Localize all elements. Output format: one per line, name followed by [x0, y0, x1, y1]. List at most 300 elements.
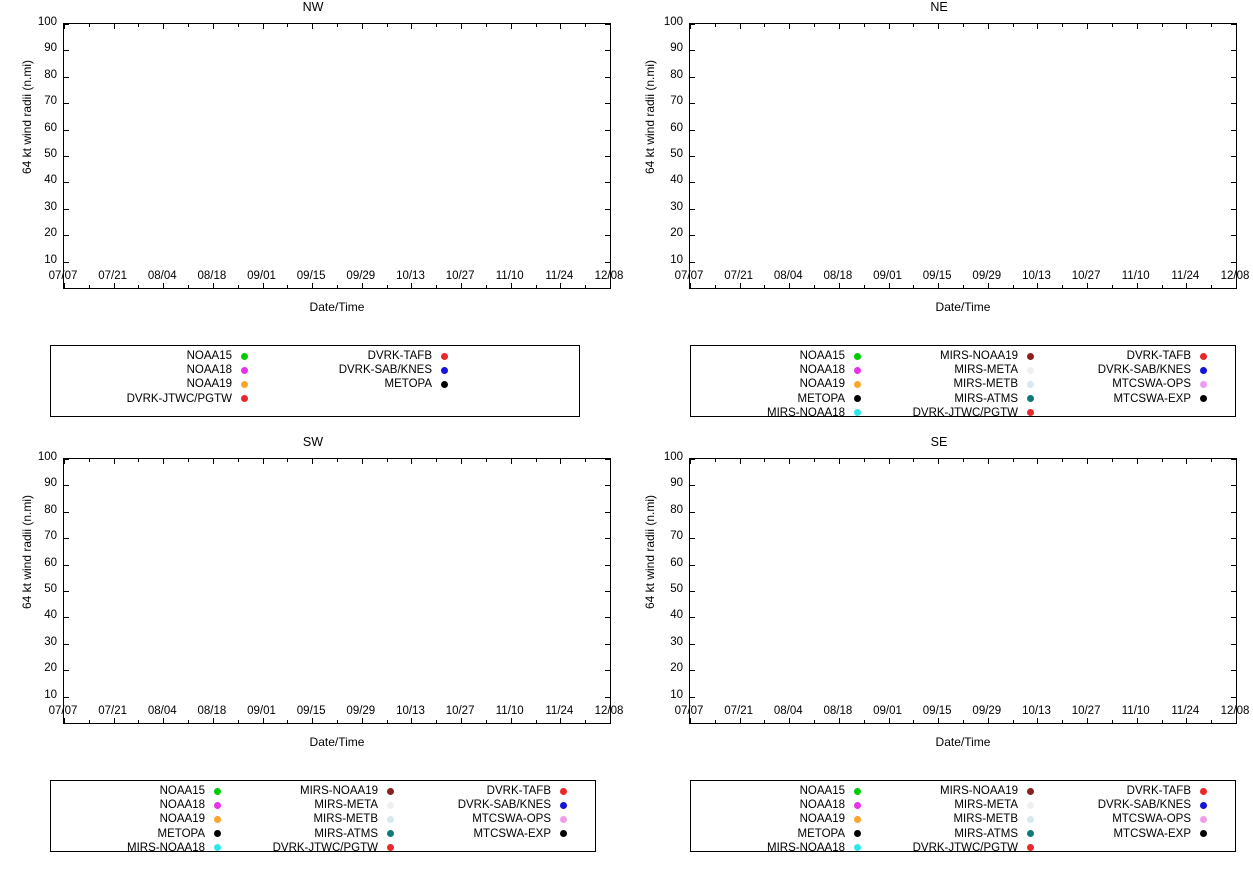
x-tick-label: 11/24	[545, 705, 574, 717]
y-tick	[605, 182, 611, 183]
y-tick	[689, 130, 695, 131]
legend-marker-icon	[560, 830, 567, 837]
x-tick-minor	[188, 720, 189, 724]
y-tick-label: 30	[44, 635, 57, 648]
x-tick	[511, 23, 512, 29]
x-tick-minor	[1211, 23, 1212, 27]
x-tick	[789, 718, 790, 724]
y-tick	[689, 565, 695, 566]
x-tick-label: 09/29	[972, 705, 1002, 717]
legend-marker-icon	[214, 844, 221, 851]
x-tick-label: 07/07	[674, 270, 704, 282]
x-tick	[1186, 283, 1187, 289]
x-tick-minor	[814, 285, 815, 289]
y-tick	[605, 262, 611, 263]
legend-marker-icon	[1200, 802, 1207, 809]
x-tick-minor	[387, 720, 388, 724]
legend-entry	[230, 827, 403, 841]
x-tick-minor	[436, 458, 437, 462]
legend-marker-icon	[441, 381, 448, 388]
legend-marker-icon	[1027, 353, 1034, 360]
y-tick	[63, 235, 69, 236]
x-tick-label: 12/08	[1220, 705, 1250, 717]
x-tick-minor	[188, 285, 189, 289]
legend-label: MIRS-META	[954, 799, 1018, 812]
x-tick-label: 07/21	[724, 705, 754, 717]
x-tick-minor	[1162, 285, 1163, 289]
legend-label: MTCSWA-EXP	[473, 827, 551, 840]
legend-marker-icon	[387, 802, 394, 809]
legend-marker-icon	[560, 788, 567, 795]
legend-entry	[1043, 392, 1216, 406]
y-tick	[689, 591, 695, 592]
x-tick-minor	[963, 23, 964, 27]
x-tick	[411, 23, 412, 29]
x-tick	[740, 23, 741, 29]
y-tick	[63, 262, 69, 263]
y-tick	[63, 512, 69, 513]
x-tick-label: 08/04	[773, 270, 803, 282]
y-tick	[1231, 156, 1237, 157]
x-tick	[889, 718, 890, 724]
legend-label: NOAA18	[799, 364, 845, 377]
y-tick	[605, 485, 611, 486]
legend-marker-icon	[1027, 830, 1034, 837]
legend-entry	[57, 784, 230, 798]
legend-marker-icon	[214, 788, 221, 795]
x-tick	[64, 718, 65, 724]
y-tick-label: 80	[670, 503, 683, 516]
x-tick-minor	[486, 458, 487, 462]
x-tick-minor	[138, 720, 139, 724]
y-tick	[1231, 50, 1237, 51]
x-tick	[64, 283, 65, 289]
x-tick-label: 10/27	[445, 270, 475, 282]
x-tick-label: 11/24	[1171, 270, 1200, 282]
y-tick-label: 40	[44, 174, 57, 187]
legend-label: NOAA19	[799, 378, 845, 391]
legend-entry	[1043, 349, 1216, 363]
legend-entry	[697, 798, 870, 812]
y-tick-label: 70	[670, 95, 683, 108]
legend-entry	[870, 406, 1043, 420]
y-tick	[689, 538, 695, 539]
y-tick-label: 100	[37, 451, 57, 463]
y-tick-label: 90	[44, 42, 57, 55]
legend-marker-icon	[1027, 788, 1034, 795]
x-tick	[1087, 23, 1088, 29]
y-tick	[1231, 644, 1237, 645]
y-tick	[605, 591, 611, 592]
legend-entry	[1043, 827, 1216, 841]
legend-label: MIRS-METB	[313, 813, 378, 826]
x-tick-minor	[1013, 285, 1014, 289]
legend-marker-icon	[214, 830, 221, 837]
legend-marker-icon	[214, 802, 221, 809]
x-tick-label: 09/15	[296, 705, 326, 717]
legend-marker-icon	[854, 367, 861, 374]
y-tick	[689, 512, 695, 513]
legend-marker-icon	[241, 367, 248, 374]
x-tick-minor	[963, 285, 964, 289]
legend-marker-icon	[1200, 395, 1207, 402]
x-tick-minor	[963, 458, 964, 462]
y-tick	[605, 103, 611, 104]
x-tick	[560, 718, 561, 724]
x-tick	[839, 718, 840, 724]
y-tick	[1231, 538, 1237, 539]
x-tick-minor	[864, 23, 865, 27]
legend-label: METOPA	[384, 378, 432, 391]
x-tick-minor	[814, 23, 815, 27]
legend-marker-icon	[1200, 816, 1207, 823]
x-tick-minor	[436, 720, 437, 724]
y-tick-label: 30	[670, 200, 683, 213]
x-tick-minor	[585, 23, 586, 27]
x-tick-minor	[764, 458, 765, 462]
legend-label: MTCSWA-OPS	[1112, 378, 1191, 391]
x-tick-label: 11/10	[1121, 705, 1150, 717]
legend-marker-icon	[1200, 367, 1207, 374]
x-tick	[263, 23, 264, 29]
x-tick	[362, 23, 363, 29]
y-tick	[63, 77, 69, 78]
y-tick	[63, 697, 69, 698]
x-tick	[1137, 458, 1138, 464]
x-tick-minor	[715, 720, 716, 724]
y-tick	[63, 50, 69, 51]
x-tick-label: 10/27	[1071, 270, 1101, 282]
legend-marker-icon	[1027, 367, 1034, 374]
x-tick	[114, 283, 115, 289]
x-tick-label: 09/01	[247, 705, 276, 717]
legend-marker-icon	[560, 816, 567, 823]
y-tick	[63, 485, 69, 486]
x-tick-label: 07/21	[98, 270, 128, 282]
x-tick-label: 07/07	[48, 705, 78, 717]
legend-entry	[403, 784, 576, 798]
legend-marker-icon	[854, 802, 861, 809]
legend-label: DVRK-SAB/KNES	[1097, 799, 1191, 812]
legend-marker-icon	[241, 381, 248, 388]
x-tick-minor	[585, 720, 586, 724]
legend-marker-icon	[387, 816, 394, 823]
legend-entry	[230, 784, 403, 798]
y-tick	[689, 459, 695, 460]
legend-entry	[1043, 812, 1216, 826]
y-tick-label: 80	[44, 503, 57, 516]
y-tick-label: 50	[44, 148, 57, 160]
legend-nw	[50, 345, 580, 417]
y-tick	[605, 644, 611, 645]
x-tick-label: 07/21	[98, 705, 128, 717]
legend-marker-icon	[560, 802, 567, 809]
x-tick-label: 07/07	[48, 270, 78, 282]
y-tick-label: 10	[44, 688, 57, 701]
y-tick	[689, 644, 695, 645]
x-tick-minor	[337, 23, 338, 27]
x-tick	[411, 283, 412, 289]
y-tick	[1231, 235, 1237, 236]
y-tick	[63, 24, 69, 25]
x-tick-label: 10/13	[1022, 270, 1051, 282]
x-tick-label: 09/15	[922, 270, 952, 282]
x-tick	[411, 718, 412, 724]
y-tick-label: 60	[44, 121, 57, 134]
legend-marker-icon	[214, 816, 221, 823]
legend-marker-icon	[1027, 409, 1034, 416]
x-tick-minor	[337, 458, 338, 462]
x-tick	[461, 283, 462, 289]
legend-label: DVRK-SAB/KNES	[1097, 364, 1191, 377]
panel-title-nw: NW	[302, 0, 324, 14]
x-tick-minor	[864, 458, 865, 462]
x-tick	[560, 283, 561, 289]
x-tick-label: 07/21	[724, 270, 754, 282]
legend-entry	[697, 812, 870, 826]
x-tick-minor	[337, 285, 338, 289]
legend-entry	[870, 827, 1043, 841]
x-tick-label: 10/27	[445, 705, 475, 717]
legend-entry	[57, 377, 257, 391]
x-tick-label: 09/29	[346, 705, 376, 717]
legend-label: MIRS-METB	[953, 813, 1018, 826]
x-tick	[1186, 23, 1187, 29]
legend-marker-icon	[1027, 802, 1034, 809]
x-tick	[740, 458, 741, 464]
legend-marker-icon	[241, 353, 248, 360]
x-tick-minor	[1162, 720, 1163, 724]
x-tick-minor	[536, 458, 537, 462]
x-tick-label: 09/01	[247, 270, 276, 282]
panel-se	[626, 435, 1252, 870]
legend-entry	[257, 363, 457, 377]
y-tick-label: 50	[44, 583, 57, 595]
x-tick-minor	[1013, 720, 1014, 724]
panel-title-se: SE	[930, 435, 948, 449]
legend-label: NOAA18	[159, 799, 205, 812]
legend-label: MTCSWA-OPS	[472, 813, 551, 826]
legend-marker-icon	[1200, 381, 1207, 388]
legend-label: NOAA15	[799, 785, 845, 797]
y-tick-label: 90	[670, 42, 683, 55]
legend-label: MIRS-ATMS	[954, 392, 1018, 405]
x-tick-minor	[913, 285, 914, 289]
x-tick-minor	[1013, 458, 1014, 462]
x-tick	[1186, 458, 1187, 464]
y-tick-label: 40	[670, 174, 683, 187]
legend-marker-icon	[1200, 353, 1207, 360]
x-tick-label: 11/10	[495, 705, 524, 717]
legend-entry	[870, 812, 1043, 826]
y-tick-label: 20	[44, 662, 57, 675]
y-tick-label: 50	[670, 148, 683, 160]
x-tick	[938, 458, 939, 464]
y-tick	[689, 77, 695, 78]
x-tick	[312, 23, 313, 29]
x-tick-minor	[864, 720, 865, 724]
y-tick	[1231, 670, 1237, 671]
legend-label: MIRS-ATMS	[314, 827, 378, 840]
x-tick-label: 07/07	[674, 705, 704, 717]
legend-marker-icon	[854, 816, 861, 823]
legend-label: MIRS-NOAA19	[940, 350, 1018, 362]
x-tick	[1037, 283, 1038, 289]
x-tick-minor	[486, 23, 487, 27]
y-axis-title-ne: 64 kt wind radii (n.mi)	[643, 59, 657, 175]
legend-label: MIRS-META	[314, 799, 378, 812]
x-tick-label: 12/08	[594, 270, 624, 282]
legend-marker-icon	[387, 788, 394, 795]
y-tick-label: 80	[670, 68, 683, 81]
x-tick-label: 11/24	[545, 270, 574, 282]
x-tick	[1037, 458, 1038, 464]
x-tick	[839, 23, 840, 29]
legend-entry	[57, 812, 230, 826]
legend-marker-icon	[1200, 788, 1207, 795]
legend-label: NOAA15	[186, 350, 232, 362]
x-tick-minor	[536, 23, 537, 27]
x-tick	[889, 23, 890, 29]
legend-label: MTCSWA-EXP	[1113, 827, 1191, 840]
y-tick	[605, 209, 611, 210]
x-tick-minor	[138, 23, 139, 27]
y-tick	[605, 24, 611, 25]
legend-label: MIRS-NOAA18	[767, 406, 845, 419]
legend-entry	[403, 812, 576, 826]
x-tick	[263, 283, 264, 289]
x-tick-label: 08/18	[197, 705, 227, 717]
legend-label: NOAA18	[186, 364, 232, 377]
legend-entry	[57, 798, 230, 812]
legend-ne	[690, 345, 1236, 417]
legend-label: DVRK-JTWC/PGTW	[126, 392, 232, 405]
y-tick	[63, 130, 69, 131]
legend-entry	[257, 349, 457, 363]
y-tick	[605, 50, 611, 51]
x-tick	[1037, 718, 1038, 724]
x-tick-label: 08/04	[147, 270, 177, 282]
y-tick	[689, 697, 695, 698]
legend-label: NOAA18	[799, 799, 845, 812]
legend-entry	[697, 841, 870, 855]
x-tick	[511, 718, 512, 724]
x-tick	[988, 458, 989, 464]
legend-label: DVRK-TAFB	[1126, 350, 1191, 362]
x-tick-minor	[1013, 23, 1014, 27]
x-tick	[988, 283, 989, 289]
x-tick	[1037, 23, 1038, 29]
x-tick	[1236, 718, 1237, 724]
y-tick	[605, 459, 611, 460]
x-tick	[114, 23, 115, 29]
x-tick	[312, 458, 313, 464]
y-tick-label: 70	[670, 530, 683, 543]
y-tick	[1231, 697, 1237, 698]
legend-entry	[1043, 377, 1216, 391]
legend-entry	[697, 349, 870, 363]
x-tick-minor	[387, 285, 388, 289]
plot-area-ne	[689, 23, 1237, 289]
x-tick-label: 12/08	[1220, 270, 1250, 282]
y-tick	[1231, 459, 1237, 460]
x-tick	[312, 283, 313, 289]
x-tick-minor	[486, 285, 487, 289]
x-tick-minor	[287, 458, 288, 462]
legend-label: MTCSWA-OPS	[1112, 813, 1191, 826]
y-tick-label: 70	[44, 95, 57, 108]
legend-label: MIRS-NOAA18	[767, 841, 845, 854]
legend-entry	[697, 377, 870, 391]
y-tick	[1231, 130, 1237, 131]
legend-entry	[57, 363, 257, 377]
x-tick-minor	[764, 720, 765, 724]
legend-entry	[230, 841, 403, 855]
x-tick	[461, 23, 462, 29]
x-tick	[839, 283, 840, 289]
x-tick	[789, 23, 790, 29]
x-tick	[610, 283, 611, 289]
legend-label: NOAA15	[159, 785, 205, 797]
legend-label: MIRS-NOAA19	[940, 785, 1018, 797]
x-tick-label: 08/04	[147, 705, 177, 717]
x-tick	[362, 283, 363, 289]
legend-entry	[697, 363, 870, 377]
legend-label: DVRK-SAB/KNES	[457, 799, 551, 812]
x-tick-minor	[138, 458, 139, 462]
y-tick-label: 10	[44, 253, 57, 266]
x-tick	[263, 458, 264, 464]
x-tick-minor	[337, 720, 338, 724]
legend-entry	[1043, 784, 1216, 798]
y-tick	[1231, 485, 1237, 486]
x-tick	[610, 718, 611, 724]
x-tick-minor	[287, 23, 288, 27]
panel-sw	[0, 435, 626, 870]
y-tick	[689, 209, 695, 210]
x-tick-minor	[715, 285, 716, 289]
x-tick-minor	[715, 23, 716, 27]
y-tick	[63, 617, 69, 618]
y-tick-label: 20	[670, 662, 683, 675]
x-tick-label: 10/27	[1071, 705, 1101, 717]
x-tick	[1236, 283, 1237, 289]
x-tick-minor	[814, 458, 815, 462]
x-tick-minor	[1211, 720, 1212, 724]
legend-marker-icon	[854, 409, 861, 416]
legend-entry	[697, 392, 870, 406]
legend-label: MIRS-NOAA18	[127, 841, 205, 854]
x-tick-label: 11/10	[495, 270, 524, 282]
legend-label: MIRS-META	[954, 364, 1018, 377]
legend-marker-icon	[1027, 816, 1034, 823]
y-tick-label: 20	[44, 227, 57, 240]
y-tick	[63, 670, 69, 671]
x-tick-minor	[913, 458, 914, 462]
legend-se	[690, 780, 1236, 852]
y-tick	[605, 235, 611, 236]
y-tick	[1231, 565, 1237, 566]
x-tick-minor	[585, 285, 586, 289]
x-tick	[1186, 718, 1187, 724]
x-tick	[114, 458, 115, 464]
y-tick	[605, 538, 611, 539]
legend-entry	[697, 827, 870, 841]
legend-label: NOAA19	[799, 813, 845, 826]
x-tick-minor	[764, 23, 765, 27]
x-tick-label: 08/18	[823, 270, 853, 282]
y-tick	[63, 644, 69, 645]
